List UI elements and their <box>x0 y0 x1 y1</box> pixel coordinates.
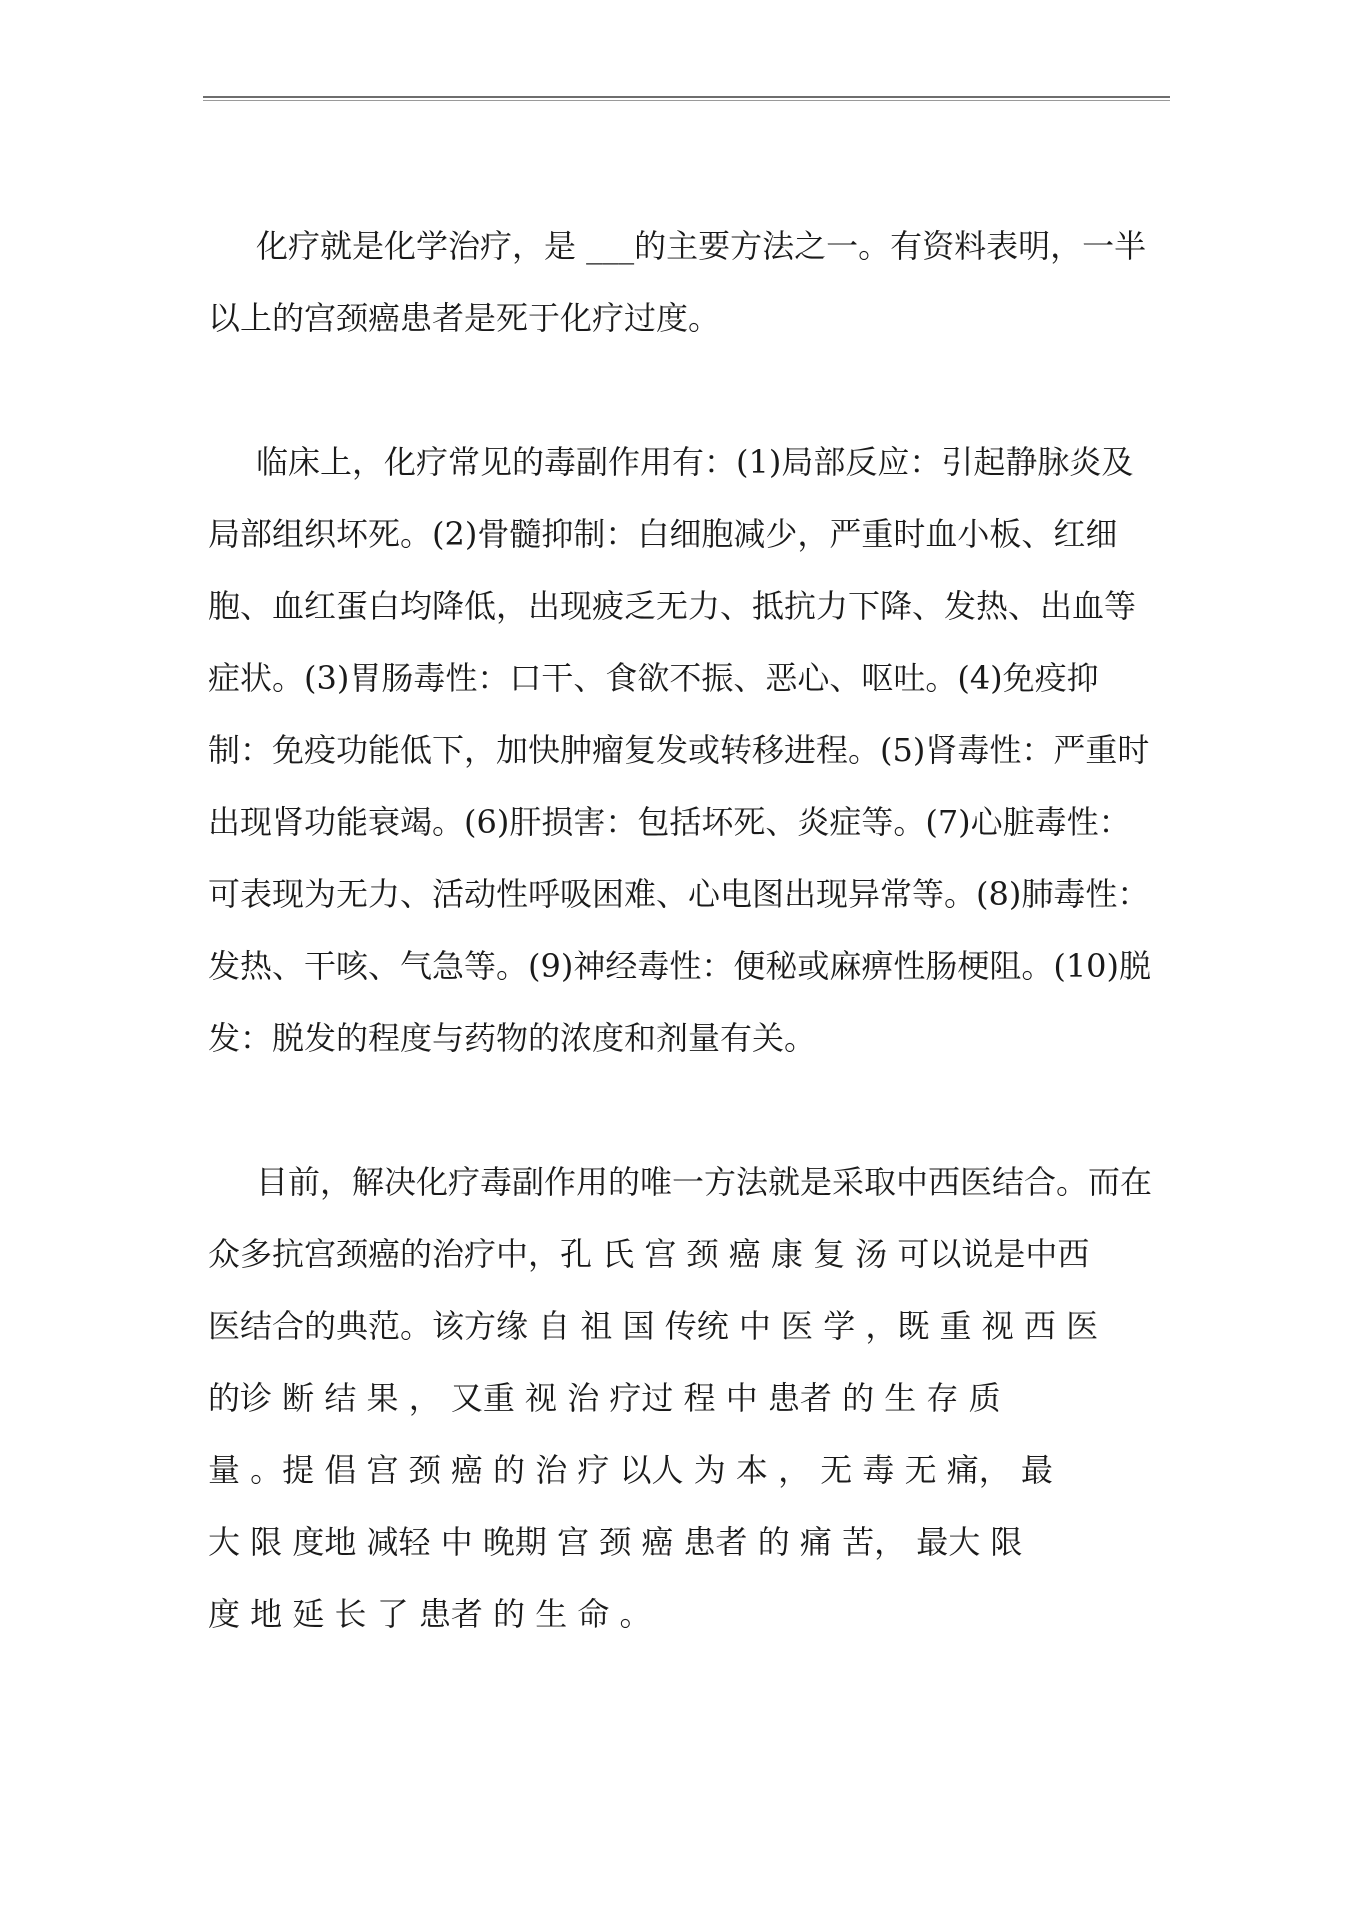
text-line: 量 。提 倡 宫 颈 癌 的 治 疗 以人 为 本 ， 无 毒 无 痛， 最 <box>208 1451 1053 1489</box>
text-line: 目前，解决化疗毒副作用的唯一方法就是采取中西医结合。而在 <box>256 1163 1153 1201</box>
text-line: 大 限 度地 减轻 中 晚期 宫 颈 癌 患者 的 痛 苦， 最大 限 <box>208 1523 1023 1561</box>
paragraph-integrated-medicine <box>208 1146 1168 1650</box>
text-line: 胞、血红蛋白均降低，出现疲乏无力、抵抗力下降、发热、出血等 <box>208 587 1137 625</box>
text-line: 化疗就是化学治疗，是 ___的主要方法之一。有资料表明，一半 <box>256 227 1147 265</box>
text-line: 可表现为无力、活动性呼吸困难、心电图出现异常等。(8)肺毒性： <box>208 875 1150 913</box>
paragraph-gap <box>208 354 1168 426</box>
text-line: 局部组织坏死。(2)骨髓抑制：白细胞减少，严重时血小板、红细 <box>208 515 1118 553</box>
paragraph-side-effects <box>208 426 1168 1074</box>
text-line: 以上的宫颈癌患者是死于化疗过度。 <box>208 299 721 337</box>
paragraph-gap <box>208 1074 1168 1146</box>
text-line: 的诊 断 结 果 ， 又重 视 治 疗过 程 中 患者 的 生 存 质 <box>208 1379 1001 1417</box>
text-line: 制：免疫功能低下，加快肿瘤复发或转移进程。(5)肾毒性：严重时 <box>208 731 1150 769</box>
text-line: 众多抗宫颈癌的治疗中，孔 氏 宫 颈 癌 康 复 汤 可以说是中西 <box>208 1235 1090 1273</box>
paragraph-chemo-intro <box>208 210 1168 354</box>
header-rule <box>203 96 1170 101</box>
text-line: 医结合的典范。该方缘 自 祖 国 传统 中 医 学 ，既 重 视 西 医 <box>208 1307 1099 1345</box>
text-line: 度 地 延 长 了 患者 的 生 命 。 <box>208 1595 652 1633</box>
document-body <box>208 210 1168 1650</box>
text-line: 临床上，化疗常见的毒副作用有：(1)局部反应：引起静脉炎及 <box>256 443 1134 481</box>
text-line: 症状。(3)胃肠毒性：口干、食欲不振、恶心、呕吐。(4)免疫抑 <box>208 659 1099 697</box>
text-line: 出现肾功能衰竭。(6)肝损害：包括坏死、炎症等。(7)心脏毒性： <box>208 803 1131 841</box>
text-line: 发：脱发的程度与药物的浓度和剂量有关。 <box>208 1019 817 1057</box>
text-line: 发热、干咳、气急等。(9)神经毒性：便秘或麻痹性肠梗阻。(10)脱 <box>208 947 1152 985</box>
